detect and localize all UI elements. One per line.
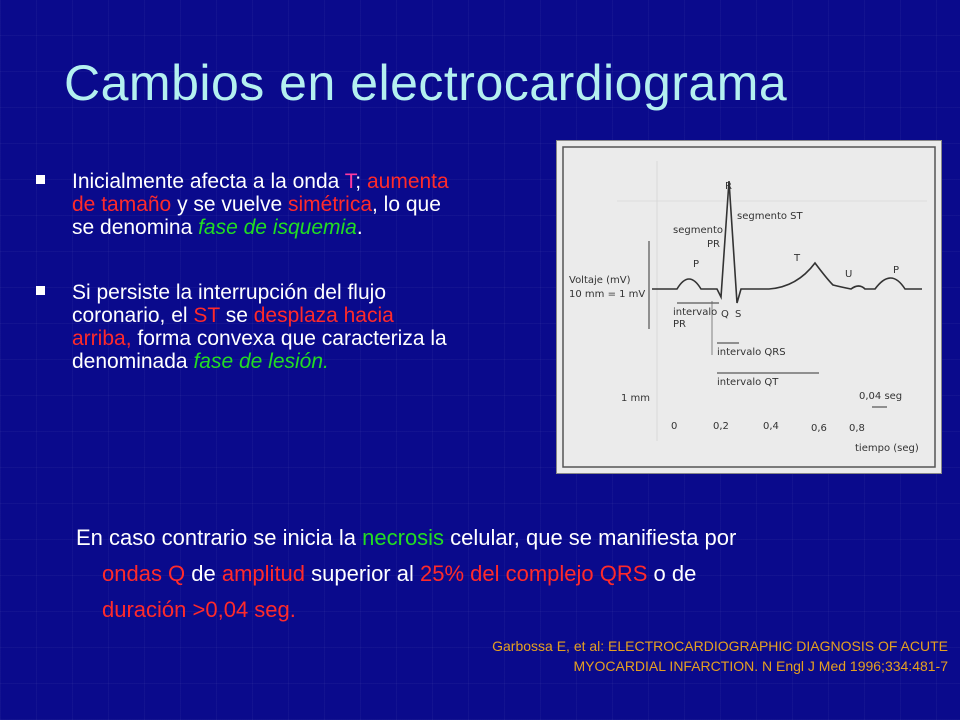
- tick-0-8: 0,8: [849, 423, 865, 434]
- text-segment: ST: [193, 304, 220, 327]
- bullet-list: [36, 170, 456, 415]
- para-line-2: [76, 556, 906, 592]
- text-segment: forma convexa que caracteriza la denominada: [72, 327, 447, 373]
- label-u: U: [845, 269, 853, 280]
- text-segment: necrosis: [362, 525, 445, 550]
- square-bullet-icon: [36, 175, 45, 184]
- text-segment: se: [219, 304, 254, 327]
- label-pr: PR: [707, 239, 720, 250]
- ecg-trace: [652, 181, 922, 303]
- text-segment: >0,04 seg.: [192, 597, 296, 622]
- label-intervalo-pr-1: intervalo: [673, 307, 718, 318]
- square-bullet-icon: [36, 286, 45, 295]
- slide-title: Cambios en electrocardiograma: [64, 55, 788, 111]
- figure-border: [563, 147, 935, 467]
- reference-line-2: MYOCARDIAL INFARCTION. N Engl J Med 1996;334:481-7: [573, 658, 948, 674]
- text-segment: fase de lesión: [193, 350, 324, 373]
- bullet-isquemia: [36, 170, 456, 239]
- text-segment: aumenta de tamaño: [72, 170, 449, 216]
- label-voltaje: Voltaje (mV): [569, 275, 631, 286]
- text-segment: Si persiste la interrupción del flujo coronario, el: [72, 281, 386, 327]
- tick-0-6: 0,6: [811, 423, 827, 434]
- text-segment: , lo que se denomina: [72, 193, 441, 239]
- text-segment: fase de isquemia: [198, 216, 357, 239]
- text-segment: En caso contrario se inicia la: [76, 525, 363, 550]
- reference-citation: [408, 636, 948, 676]
- label-intervalo-pr-2: PR: [673, 319, 686, 330]
- text-segment: y se vuelve: [171, 193, 288, 216]
- para-line-3: [76, 592, 906, 628]
- text-segment: de: [185, 561, 222, 586]
- text-segment: ondas Q: [102, 561, 186, 586]
- ecg-diagram: [557, 141, 941, 473]
- text-segment: .: [323, 350, 329, 373]
- reference-line-1: Garbossa E, et al: ELECTROCARDIOGRAPHIC DIAGNOSIS OF ACUTE: [492, 638, 948, 654]
- tick-0: 0: [671, 421, 678, 432]
- tick-0-2: 0,2: [713, 421, 729, 432]
- tick-0-4: 0,4: [763, 421, 779, 432]
- label-p1: P: [693, 259, 700, 270]
- text-segment: ;: [355, 170, 367, 193]
- label-scale: 10 mm = 1 mV: [569, 289, 646, 300]
- text-segment: T: [344, 170, 356, 193]
- text-segment: 25% del complejo QRS: [419, 561, 648, 586]
- text-segment: duración: [102, 597, 193, 622]
- para-line-1: [76, 525, 736, 550]
- bullet-lesion: [36, 281, 456, 373]
- label-seg: 0,04 seg: [859, 391, 903, 402]
- label-r: R: [725, 181, 732, 192]
- label-t: T: [794, 253, 801, 264]
- label-s: S: [735, 309, 742, 320]
- label-q: Q: [721, 309, 729, 320]
- text-segment: .: [356, 216, 363, 239]
- bullet-text: [72, 281, 447, 373]
- label-tiempo: tiempo (seg): [855, 443, 919, 454]
- text-segment: Inicialmente afecta a la onda: [72, 170, 345, 193]
- text-segment: desplaza hacia arriba,: [72, 304, 394, 350]
- text-segment: simétrica: [287, 193, 372, 216]
- label-segmento-st: segmento ST: [737, 211, 803, 222]
- text-segment: o de: [647, 561, 697, 586]
- label-intervalo-qrs: intervalo QRS: [717, 347, 786, 358]
- text-segment: celular, que se manifiesta por: [444, 525, 737, 550]
- bullet-text: [72, 170, 449, 239]
- label-intervalo-qt: intervalo QT: [717, 377, 779, 388]
- text-segment: amplitud: [221, 561, 306, 586]
- label-mm: 1 mm: [621, 393, 651, 404]
- necrosis-paragraph: [76, 520, 906, 628]
- label-segmento: segmento: [673, 225, 723, 236]
- text-segment: superior al: [305, 561, 420, 586]
- label-p2: P: [893, 265, 900, 276]
- ecg-figure: [556, 140, 942, 474]
